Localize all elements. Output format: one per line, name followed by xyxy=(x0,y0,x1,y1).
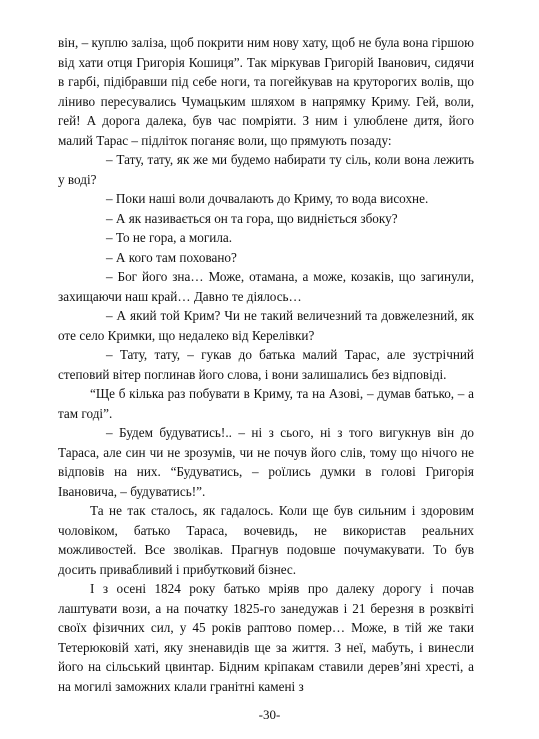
dialogue-line: – То не гора, а могила. xyxy=(106,230,233,245)
dialogue-line: – Поки наші воли дочвалають до Криму, то вода висохне. xyxy=(106,191,429,206)
dialogue-line: – А кого там поховано? xyxy=(106,249,237,265)
paragraph: І з осені 1824 року батько мріяв про далеку дорогу і почав лаштувати вози, а на початку 1825-го занедужав і 21 березня в розквіті своїх фізичних сил, у 45 років раптово помер… Може, в тій же таки Тетерюковій хаті, яку зненавидів ще за життя. З неї, мабуть, і винесли його на сільський цвинтар. Бідним кріпакам ставили дерев’яні хресті, а на могилі заможних клали гранітні камені з xyxy=(58,581,474,694)
body-text xyxy=(58,33,474,696)
page-number: -30- xyxy=(258,707,281,722)
dialogue-line: – Тату, тату, – гукав до батька малий Тарас, але зустрічний степовий вітер поглинав його слова, і вони залишались без відповіді. xyxy=(58,347,474,382)
paragraph: Та не так сталось, як гадалось. Коли ще був сильним і здоровим чоловіком, батько Тараса, вочевидь, не використав реальних можливостей. Все зволікав. Прагнув подовше почумакувати. То був досить привабливий і прибутковий бізнес. xyxy=(58,503,474,577)
dialogue-line: – Бог його зна… Може, отамана, а може, козаків, що загинули, захищаючи наш край… Давно те діялось… xyxy=(58,269,474,304)
paragraph: “Ще б кілька раз побувати в Криму, та на Азові, – думав батько, – а там годі”. xyxy=(58,386,474,421)
dialogue-line: – А який той Крим? Чи не такий величезний та довжелезний, як оте село Кримки, що недалеко від Керелівки? xyxy=(58,308,474,343)
dialogue-line: – А як називається он та гора, що видніється збоку? xyxy=(106,210,398,226)
dialogue-line: – Тату, тату, як же ми будемо набирати ту сіль, коли вона лежить у воді? xyxy=(58,152,474,187)
dialogue-line: – Будем будуватись!.. – ні з сього, ні з того вигукнув він до Тараса, але син чи не зрозумів, чи не почув його слів, тому що нічого не відповів на них. “Будуватись, – роїлись думки в голові Григорія Івановича, – будуватись!”. xyxy=(58,425,474,499)
paragraph: він, – куплю заліза, щоб покрити ним нову хату, щоб не була вона гіршою від хати отця Григорія Кошиця”. Так міркував Григорій Іванович, сидячи в гарбі, підібравши під себе ноги, та погейкував на круторогих волів, що ліниво пересувались Чумацьким шляхом в напрямку Криму. Гей, воли, гей! А дорога далека, був час помріяти. З ним і улюблене дитя, його малий Тарас – підліток поганяє воли, що прямують позаду: xyxy=(58,35,474,148)
